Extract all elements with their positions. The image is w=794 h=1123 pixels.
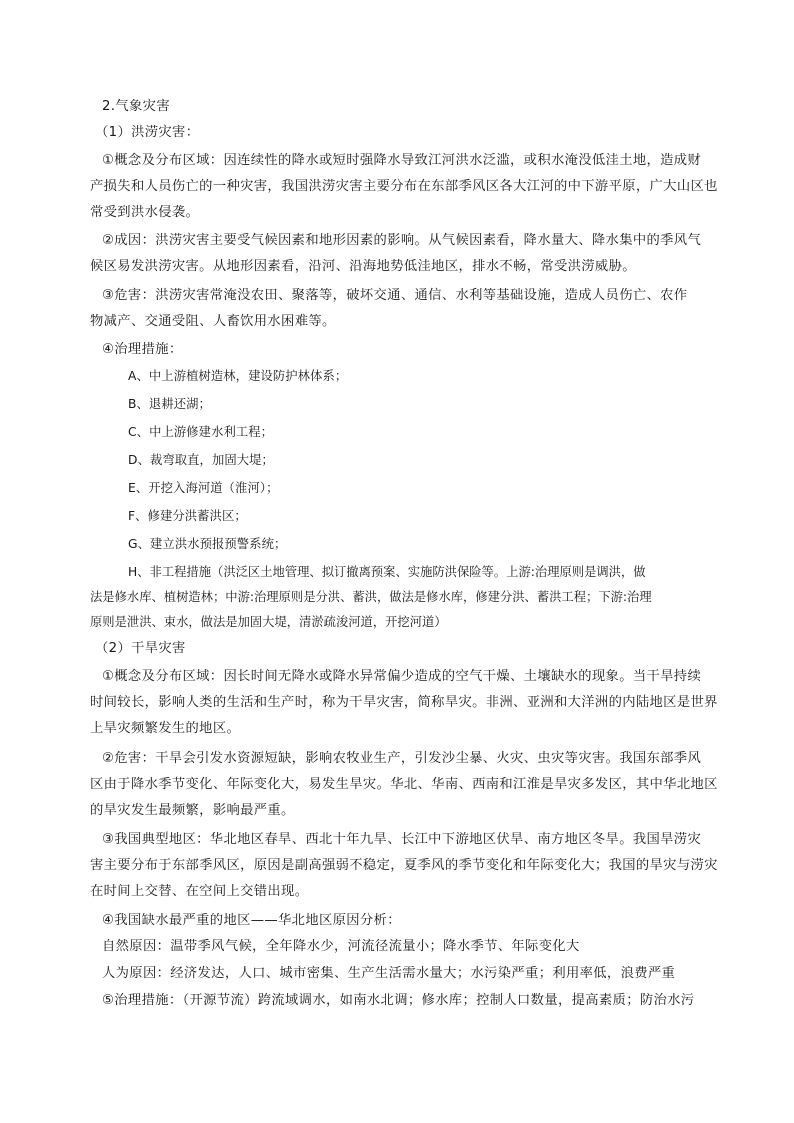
flood-concept-line-3: 常受到洪水侵袭。 [90, 205, 200, 220]
north-china-human-causes: 人为原因：经济发达，人口、城市密集、生产生活需水量大；水污染严重；利用率低，浪费严重 [102, 966, 676, 981]
drought-concept-line-3: 上旱灾频繁发生的地区。 [90, 721, 241, 736]
flood-harm-line-1: ③危害：洪涝灾害常淹没农田、聚落等，破坏交通、通信、水利等基础设施，造成人员伤亡、农作 [102, 288, 688, 303]
flood-measure-h-line-3: 原则是泄洪、束水，做法是加固大堤，清淤疏浚河道，开挖河道） [90, 615, 447, 629]
north-china-measures: ⑤治理措施：（开源节流）跨流域调水，如南水北调；修水库；控制人口数量，提高素质；防治水污 [102, 993, 695, 1008]
drought-regions-line-2: 害主要分布于东部季风区，原因是副高强弱不稳定，夏季风的季节变化和年际变化大；我国的旱灾与涝灾 [90, 858, 718, 873]
drought-regions-line-1: ③我国典型地区：华北地区春旱、西北十年九旱、长江中下游地区伏旱、南方地区冬旱。我国旱涝灾 [102, 832, 702, 847]
flood-harm-line-2: 物减产、交通受阻、人畜饮用水困难等。 [90, 314, 336, 329]
flood-concept-line-1: ①概念及分布区域：因连续性的降水或短时强降水导致江河洪水泛滥，或积水淹没低洼土地，造成财 [102, 153, 702, 168]
flood-measures-title: ④治理措施： [102, 342, 183, 357]
drought-harm-line-3: 的旱灾发生最频繁，影响最严重。 [90, 803, 295, 818]
section-heading: 2.气象灾害 [102, 99, 170, 114]
flood-causes-line-1: ②成因：洪涝灾害主要受气候因素和地形因素的影响。从气候因素看，降水量大、降水集中的季风气 [102, 233, 702, 248]
flood-measure-f: F、修建分洪蓄洪区； [128, 509, 247, 523]
flood-measure-h-line-1: H、非工程措施（洪泛区土地管理、拟订撤离预案、实施防洪保险等。上游:治理原则是调洪，做 [128, 565, 646, 579]
north-china-natural-causes: 自然原因：温带季风气候，全年降水少，河流径流量小；降水季节、年际变化大 [102, 939, 580, 954]
drought-concept-line-2: 时间较长，影响人类的生活和生产时，称为干旱灾害，简称旱灾。非洲、亚洲和大洋洲的内陆地区是世界 [90, 695, 718, 710]
flood-measure-h-line-2: 法是修水库、植树造林；中游:治理原则是分洪、蓄洪，做法是修水库，修建分洪、蓄洪工程；下游:治理 [90, 590, 652, 604]
drought-concept-line-1: ①概念及分布区域：因长时间无降水或降水异常偏少造成的空气干燥、土壤缺水的现象。当干旱持续 [102, 669, 702, 684]
flood-title: （1）洪涝灾害： [95, 125, 200, 140]
flood-measure-d: D、裁弯取直，加固大堤； [128, 453, 274, 467]
flood-measure-b: B、退耕还湖； [128, 397, 211, 411]
drought-harm-line-2: 区由于降水季节变化、年际变化大，易发生旱灾。华北、华南、西南和江淮是旱灾多发区，其中华北地区 [90, 777, 718, 792]
flood-measure-a: A、中上游植树造林，建设防护林体系； [128, 369, 348, 383]
drought-title: （2）干旱灾害 [95, 641, 186, 656]
flood-measure-g: G、建立洪水预报预警系统； [128, 537, 287, 551]
flood-measure-c: C、中上游修建水利工程； [128, 425, 274, 439]
flood-concept-line-2: 产损失和人员伤亡的一种灾害，我国洪涝灾害主要分布在东部季风区各大江河的中下游平原，广大山区也 [90, 179, 718, 194]
flood-measure-e: E、开挖入海河道（淮河）； [128, 481, 279, 495]
flood-causes-line-2: 候区易发洪涝灾害。从地形因素看，沿河、沿海地势低洼地区，排水不畅，常受洪涝威胁。 [90, 259, 636, 274]
drought-regions-line-3: 在时间上交替、在空间上交错出现。 [90, 884, 309, 899]
drought-harm-line-1: ②危害：干旱会引发水资源短缺，影响农牧业生产，引发沙尘暴、火灾、虫灾等灾害。我国东部季风 [102, 751, 702, 766]
north-china-title: ④我国缺水最严重的地区——华北地区原因分析： [102, 913, 401, 928]
